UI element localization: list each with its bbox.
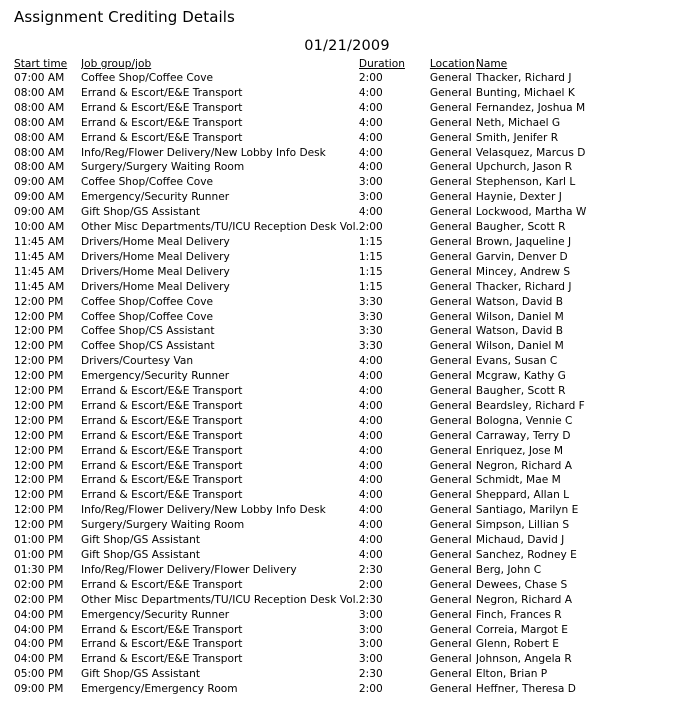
location-cell: General [429,474,472,487]
job-cell: Errand & Escort/E&E Transport [81,459,243,472]
start-time-cell: 12:00 PM [14,489,64,502]
duration-cell: 2:00 [358,221,383,234]
location-cell: General [429,444,472,457]
start-time-cell: 11:45 AM [14,265,65,278]
table-row [14,429,616,444]
duration-cell: 4:00 [358,131,383,144]
name-cell: Sheppard, Allan L [475,489,570,502]
location-cell: General [429,638,472,651]
column-header-job [81,57,359,71]
job-cell: Emergency/Security Runner [81,370,230,383]
name-cell: Negron, Richard A [475,459,572,472]
column-header-name-label: Name [475,58,508,70]
table-row [14,220,616,235]
location-cell: General [429,101,472,114]
start-time-cell: 05:00 PM [14,668,64,681]
start-time-cell: 08:00 AM [14,86,65,99]
job-cell: Coffee Shop/Coffee Cove [81,295,214,308]
name-cell: Brown, Jaqueline J [475,235,572,248]
job-cell: Emergency/Security Runner [81,191,230,204]
job-cell: Errand & Escort/E&E Transport [81,101,243,114]
name-cell: Carraway, Terry D [475,429,571,442]
job-cell: Info/Reg/Flower Delivery/New Lobby Info Desk [81,504,326,517]
table-row [14,578,616,593]
duration-cell: 4:00 [358,370,383,383]
table-row [14,280,616,295]
location-cell: General [429,549,472,561]
location-cell: General [429,519,472,532]
table-row [14,354,616,369]
duration-cell: 4:00 [358,146,383,159]
job-cell: Gift Shop/GS Assistant [81,206,200,219]
duration-cell: 4:00 [358,444,383,457]
start-time-cell: 12:00 PM [14,414,64,427]
name-cell: Glenn, Robert E [475,638,559,651]
duration-cell: 4:00 [358,355,383,368]
job-cell: Other Misc Departments/TU/ICU Reception Desk Vol. [81,593,359,606]
start-time-cell: 12:00 PM [14,385,64,398]
table-row [14,310,616,325]
table-row [14,116,616,131]
assignment-table [14,57,616,697]
start-time-cell: 04:00 PM [14,608,64,621]
table-row [14,265,616,280]
table-row [14,384,616,399]
column-header-start-time [14,57,81,71]
name-cell: Fernandez, Joshua M [475,101,586,114]
table-row [14,71,616,86]
duration-cell: 4:00 [358,459,383,472]
job-cell: Errand & Escort/E&E Transport [81,474,243,487]
start-time-cell: 08:00 AM [14,161,65,174]
table-row [14,324,616,339]
location-cell: General [429,489,472,502]
location-cell: General [429,265,472,278]
name-cell: Smith, Jenifer R [475,131,559,144]
job-cell: Errand & Escort/E&E Transport [81,131,243,144]
location-cell: General [429,161,472,174]
table-row [14,175,616,190]
name-cell: Upchurch, Jason R [475,161,573,174]
location-cell: General [429,250,472,263]
name-cell: Enriquez, Jose M [475,444,564,457]
duration-cell: 4:00 [358,206,383,219]
table-row [14,593,616,608]
duration-cell: 4:00 [358,414,383,427]
location-cell: General [429,116,472,129]
table-row [14,295,616,310]
location-cell: General [429,295,472,308]
name-cell: Simpson, Lillian S [475,519,570,532]
location-cell: General [429,683,472,696]
name-cell: Negron, Richard A [475,593,572,606]
duration-cell: 1:15 [358,280,383,293]
duration-cell: 4:00 [358,116,383,129]
location-cell: General [429,176,472,189]
location-cell: General [429,504,472,517]
name-cell: Wilson, Daniel M [475,310,564,323]
location-cell: General [429,191,472,204]
job-cell: Drivers/Home Meal Delivery [81,280,230,293]
location-cell: General [429,653,472,666]
name-cell: Heffner, Theresa D [475,683,576,696]
location-cell: General [429,86,472,99]
job-cell: Errand & Escort/E&E Transport [81,414,243,427]
job-cell: Info/Reg/Flower Delivery/Flower Delivery [81,563,297,576]
start-time-cell: 12:00 PM [14,340,64,353]
column-header-job-label: Job group/job [81,58,152,70]
location-cell: General [429,131,472,144]
job-cell: Gift Shop/GS Assistant [81,534,200,547]
duration-cell: 3:00 [358,176,383,189]
start-time-cell: 07:00 AM [14,72,65,84]
job-cell: Errand & Escort/E&E Transport [81,444,243,457]
name-cell: Sanchez, Rodney E [475,549,577,561]
name-cell: Baugher, Scott R [475,385,566,398]
table-row [14,637,616,652]
table-row [14,623,616,638]
location-cell: General [429,414,472,427]
table-row [14,682,616,697]
table-header-row [14,57,616,71]
start-time-cell: 04:00 PM [14,638,64,651]
location-cell: General [429,206,472,219]
duration-cell: 3:30 [358,310,383,323]
duration-cell: 2:30 [358,593,383,606]
table-row [14,339,616,354]
name-cell: Elton, Brian P [475,668,548,681]
start-time-cell: 09:00 AM [14,176,65,189]
table-row [14,608,616,623]
duration-cell: 2:30 [358,563,383,576]
location-cell: General [429,668,472,681]
table-row [14,414,616,429]
job-cell: Errand & Escort/E&E Transport [81,86,243,99]
job-cell: Info/Reg/Flower Delivery/New Lobby Info Desk [81,146,326,159]
job-cell: Coffee Shop/Coffee Cove [81,72,214,84]
report-date: 01/21/2009 [304,38,390,54]
job-cell: Errand & Escort/E&E Transport [81,385,243,398]
table-body [14,71,616,697]
start-time-cell: 08:00 AM [14,116,65,129]
start-time-cell: 12:00 PM [14,429,64,442]
name-cell: Neth, Michael G [475,116,561,129]
location-cell: General [429,399,472,412]
location-cell: General [429,325,472,338]
job-cell: Errand & Escort/E&E Transport [81,578,243,591]
job-cell: Errand & Escort/E&E Transport [81,653,243,666]
name-cell: Velasquez, Marcus D [475,146,586,159]
name-cell: Correia, Margot E [475,623,569,636]
job-cell: Drivers/Home Meal Delivery [81,265,230,278]
job-cell: Drivers/Home Meal Delivery [81,250,230,263]
name-cell: Stephenson, Karl L [475,176,576,189]
table-row [14,205,616,220]
name-cell: Thacker, Richard J [475,72,572,84]
table-row [14,444,616,459]
duration-cell: 1:15 [358,265,383,278]
column-header-location-label: Location [429,58,475,70]
column-header-start-time-label: Start time [14,58,68,70]
name-cell: Watson, David B [475,325,564,338]
start-time-cell: 11:45 AM [14,235,65,248]
location-cell: General [429,623,472,636]
duration-cell: 4:00 [358,534,383,547]
column-header-name [476,57,616,71]
table-row [14,235,616,250]
name-cell: Mincey, Andrew S [475,265,571,278]
start-time-cell: 08:00 AM [14,131,65,144]
column-header-duration [359,57,418,71]
location-cell: General [429,534,472,547]
duration-cell: 4:00 [358,101,383,114]
job-cell: Emergency/Security Runner [81,608,230,621]
name-cell: Wilson, Daniel M [475,340,564,353]
table-row [14,86,616,101]
table-row [14,548,616,563]
duration-cell: 1:15 [358,250,383,263]
name-cell: Thacker, Richard J [475,280,572,293]
name-cell: Watson, David B [475,295,564,308]
location-cell: General [429,459,472,472]
duration-cell: 4:00 [358,489,383,502]
start-time-cell: 12:00 PM [14,325,64,338]
job-cell: Surgery/Surgery Waiting Room [81,519,245,532]
job-cell: Other Misc Departments/TU/ICU Reception Desk Vol. [81,221,359,234]
table-row [14,131,616,146]
name-cell: Lockwood, Martha W [475,206,587,219]
job-cell: Errand & Escort/E&E Transport [81,489,243,502]
job-cell: Errand & Escort/E&E Transport [81,429,243,442]
name-cell: Finch, Frances R [475,608,562,621]
job-cell: Gift Shop/GS Assistant [81,668,200,681]
start-time-cell: 01:30 PM [14,563,64,576]
report-title: Assignment Crediting Details [14,8,235,26]
start-time-cell: 12:00 PM [14,355,64,368]
duration-cell: 3:00 [358,638,383,651]
location-cell: General [429,608,472,621]
name-cell: Bologna, Vennie C [475,414,573,427]
table-row [14,369,616,384]
table-row [14,160,616,175]
start-time-cell: 12:00 PM [14,295,64,308]
start-time-cell: 12:00 PM [14,504,64,517]
job-cell: Errand & Escort/E&E Transport [81,116,243,129]
start-time-cell: 09:00 AM [14,206,65,219]
duration-cell: 4:00 [358,504,383,517]
duration-cell: 3:30 [358,295,383,308]
name-cell: Berg, John C [475,563,542,576]
duration-cell: 4:00 [358,399,383,412]
location-cell: General [429,280,472,293]
table-row [14,667,616,682]
start-time-cell: 12:00 PM [14,444,64,457]
duration-cell: 4:00 [358,474,383,487]
job-cell: Emergency/Emergency Room [81,683,238,696]
name-cell: Michaud, David J [475,534,565,547]
start-time-cell: 04:00 PM [14,623,64,636]
name-cell: Beardsley, Richard F [475,399,585,412]
name-cell: Baugher, Scott R [475,221,566,234]
duration-cell: 3:30 [358,340,383,353]
job-cell: Coffee Shop/CS Assistant [81,340,215,353]
table-row [14,459,616,474]
table-row [14,533,616,548]
duration-cell: 2:00 [358,683,383,696]
table-row [14,503,616,518]
name-cell: Haynie, Dexter J [475,191,562,204]
table-row [14,473,616,488]
table-row [14,518,616,533]
job-cell: Surgery/Surgery Waiting Room [81,161,245,174]
start-time-cell: 04:00 PM [14,653,64,666]
job-cell: Coffee Shop/Coffee Cove [81,176,214,189]
table-row [14,563,616,578]
location-cell: General [429,355,472,368]
location-cell: General [429,146,472,159]
duration-cell: 2:30 [358,668,383,681]
job-cell: Errand & Escort/E&E Transport [81,638,243,651]
duration-cell: 3:00 [358,608,383,621]
name-cell: Bunting, Michael K [475,86,575,99]
location-cell: General [429,578,472,591]
location-cell: General [429,593,472,606]
name-cell: Garvin, Denver D [475,250,568,263]
location-cell: General [429,221,472,234]
duration-cell: 2:00 [358,578,383,591]
start-time-cell: 12:00 PM [14,459,64,472]
start-time-cell: 01:00 PM [14,549,64,561]
job-cell: Coffee Shop/Coffee Cove [81,310,214,323]
duration-cell: 4:00 [358,86,383,99]
name-cell: Evans, Susan C [475,355,558,368]
table-row [14,488,616,503]
location-cell: General [429,429,472,442]
location-cell: General [429,563,472,576]
table-row [14,652,616,667]
duration-cell: 3:30 [358,325,383,338]
job-cell: Errand & Escort/E&E Transport [81,623,243,636]
location-cell: General [429,235,472,248]
name-cell: Mcgraw, Kathy G [475,370,566,383]
start-time-cell: 12:00 PM [14,310,64,323]
job-cell: Gift Shop/GS Assistant [81,549,200,561]
location-cell: General [429,72,472,84]
start-time-cell: 02:00 PM [14,578,64,591]
name-cell: Dewees, Chase S [475,578,568,591]
duration-cell: 2:00 [358,72,383,84]
location-cell: General [429,370,472,383]
location-cell: General [429,340,472,353]
table-row [14,250,616,265]
job-cell: Drivers/Courtesy Van [81,355,194,368]
duration-cell: 4:00 [358,519,383,532]
job-cell: Errand & Escort/E&E Transport [81,399,243,412]
start-time-cell: 11:45 AM [14,280,65,293]
duration-cell: 4:00 [358,429,383,442]
location-cell: General [429,310,472,323]
start-time-cell: 12:00 PM [14,474,64,487]
job-cell: Coffee Shop/CS Assistant [81,325,215,338]
table-row [14,399,616,414]
location-cell: General [429,385,472,398]
duration-cell: 3:00 [358,623,383,636]
start-time-cell: 12:00 PM [14,519,64,532]
start-time-cell: 11:45 AM [14,250,65,263]
start-time-cell: 08:00 AM [14,101,65,114]
name-cell: Santiago, Marilyn E [475,504,579,517]
duration-cell: 3:00 [358,191,383,204]
table-row [14,146,616,161]
table-row [14,190,616,205]
duration-cell: 1:15 [358,235,383,248]
start-time-cell: 12:00 PM [14,399,64,412]
start-time-cell: 10:00 AM [14,221,65,234]
table-row [14,101,616,116]
column-header-duration-label: Duration [358,58,405,70]
duration-cell: 3:00 [358,653,383,666]
name-cell: Schmidt, Mae M [475,474,561,487]
start-time-cell: 09:00 AM [14,191,65,204]
job-cell: Drivers/Home Meal Delivery [81,235,230,248]
start-time-cell: 01:00 PM [14,534,64,547]
name-cell: Johnson, Angela R [475,653,572,666]
duration-cell: 4:00 [358,385,383,398]
start-time-cell: 08:00 AM [14,146,65,159]
start-time-cell: 02:00 PM [14,593,64,606]
column-header-location [418,57,476,71]
duration-cell: 4:00 [358,161,383,174]
duration-cell: 4:00 [358,549,383,561]
start-time-cell: 09:00 PM [14,683,64,696]
start-time-cell: 12:00 PM [14,370,64,383]
